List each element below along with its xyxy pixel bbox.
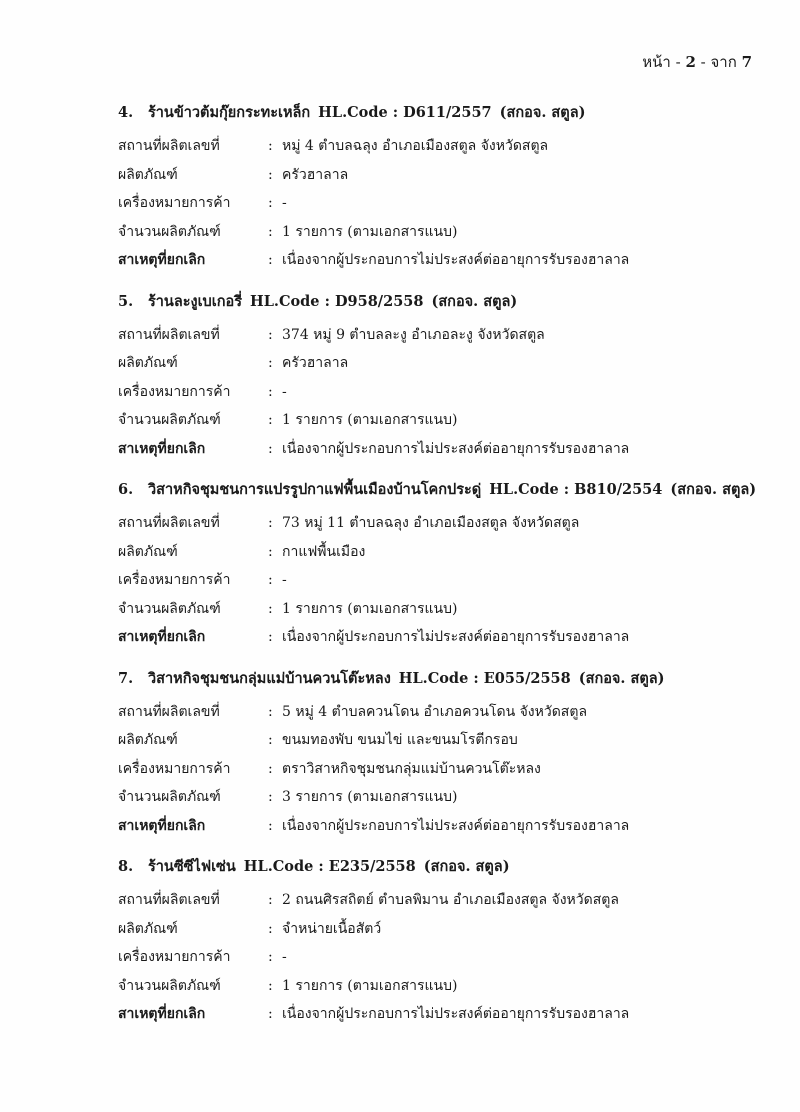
field-value-quantity: 1 รายการ (ตามเอกสารแนบ) <box>282 600 458 617</box>
field-row-product <box>118 726 758 755</box>
field-row-quantity <box>118 595 758 624</box>
field-value-trademark: ตราวิสาหกิจชุมชนกลุ่มแม่บ้านควนโต๊ะหลง <box>282 760 541 777</box>
field-value-product: ครัวฮาลาล <box>282 166 349 183</box>
field-value-location: 374 หมู่ 9 ตำบลละงู อำเภอละงู จังหวัดสตูล <box>282 326 545 343</box>
field-colon: : <box>268 732 273 749</box>
field-label-trademark: เครื่องหมายการค้า <box>118 760 231 777</box>
field-label-reason: สาเหตุที่ยกเลิก <box>118 629 206 646</box>
page-number <box>642 50 752 74</box>
field-row-quantity <box>118 972 758 1001</box>
field-value-trademark: - <box>282 383 287 400</box>
entry-agency: (สกอจ. สตูล) <box>670 481 757 498</box>
field-colon: : <box>268 440 273 457</box>
field-label-location: สถานที่ผลิตเลขที่ <box>118 515 220 532</box>
entry-code: HL.Code : E055/2558 <box>398 669 571 687</box>
field-value-reason: เนื่องจากผู้ประกอบการไม่ประสงค์ต่ออายุการรับรองฮาลาล <box>282 252 630 269</box>
field-value-quantity: 1 รายการ (ตามเอกสารแนบ) <box>282 223 458 240</box>
field-row-trademark <box>118 378 758 407</box>
field-label-quantity: จำนวนผลิตภัณฑ์ <box>118 600 221 617</box>
field-row-location <box>118 509 758 538</box>
field-label-product: ผลิตภัณฑ์ <box>118 543 178 560</box>
entry-title <box>118 289 758 315</box>
field-row-reason <box>118 812 758 841</box>
field-colon: : <box>268 920 273 937</box>
entry-name: ร้านข้าวต้มกุ๊ยกระทะเหล็ก <box>148 104 311 121</box>
entry-agency: (สกอจ. สตูล) <box>431 292 518 310</box>
field-value-quantity: 1 รายการ (ตามเอกสารแนบ) <box>282 977 458 994</box>
field-row-reason <box>118 435 758 464</box>
field-label-trademark: เครื่องหมายการค้า <box>118 572 231 589</box>
field-colon: : <box>268 166 273 183</box>
entry-name: ร้านซีซีไฟเซ่น <box>148 858 236 875</box>
field-row-product <box>118 915 758 944</box>
field-colon: : <box>268 949 273 966</box>
entry-name: วิสาหกิจชุมชนกลุ่มแม่บ้านควนโต๊ะหลง <box>148 669 391 687</box>
entry-agency: (สกอจ. สตูล) <box>499 104 586 121</box>
field-label-reason: สาเหตุที่ยกเลิก <box>118 1006 206 1023</box>
field-label-product: ผลิตภัณฑ์ <box>118 732 178 749</box>
field-colon: : <box>268 543 273 560</box>
field-row-product <box>118 538 758 567</box>
field-label-product: ผลิตภัณฑ์ <box>118 355 178 372</box>
entry-title <box>118 100 758 126</box>
field-colon: : <box>268 892 273 909</box>
field-colon: : <box>268 703 273 720</box>
field-label-trademark: เครื่องหมายการค้า <box>118 949 231 966</box>
field-colon: : <box>268 629 273 646</box>
field-colon: : <box>268 412 273 429</box>
entry-number: 7. <box>118 669 134 687</box>
entry-list <box>118 100 758 1043</box>
field-colon: : <box>268 252 273 269</box>
field-label-reason: สาเหตุที่ยกเลิก <box>118 817 206 834</box>
field-row-reason <box>118 623 758 652</box>
field-colon: : <box>268 1006 273 1023</box>
page-prefix: หน้า - <box>642 53 686 71</box>
field-value-product: จำหน่ายเนื้อสัตว์ <box>282 920 382 937</box>
entry-item <box>118 100 758 275</box>
entry-item <box>118 666 758 841</box>
field-row-product <box>118 349 758 378</box>
field-row-trademark <box>118 189 758 218</box>
entry-number: 6. <box>118 481 134 498</box>
field-row-reason <box>118 1000 758 1029</box>
field-colon: : <box>268 977 273 994</box>
field-row-product <box>118 161 758 190</box>
field-row-trademark <box>118 943 758 972</box>
field-colon: : <box>268 600 273 617</box>
field-row-quantity <box>118 783 758 812</box>
field-colon: : <box>268 355 273 372</box>
field-value-product: ครัวฮาลาล <box>282 355 349 372</box>
field-row-location <box>118 886 758 915</box>
field-label-trademark: เครื่องหมายการค้า <box>118 383 231 400</box>
field-value-location: หมู่ 4 ตำบลฉลุง อำเภอเมืองสตูล จังหวัดสตูล <box>282 138 549 155</box>
field-value-trademark: - <box>282 195 287 212</box>
field-label-quantity: จำนวนผลิตภัณฑ์ <box>118 789 221 806</box>
field-label-location: สถานที่ผลิตเลขที่ <box>118 703 220 720</box>
field-row-location <box>118 132 758 161</box>
entry-code: HL.Code : D611/2557 <box>318 104 492 121</box>
field-row-reason <box>118 246 758 275</box>
field-label-trademark: เครื่องหมายการค้า <box>118 195 231 212</box>
field-row-location <box>118 698 758 727</box>
field-label-location: สถานที่ผลิตเลขที่ <box>118 138 220 155</box>
field-label-reason: สาเหตุที่ยกเลิก <box>118 440 206 457</box>
field-label-location: สถานที่ผลิตเลขที่ <box>118 326 220 343</box>
field-value-location: 73 หมู่ 11 ตำบลฉลุง อำเภอเมืองสตูล จังหวัดสตูล <box>282 515 580 532</box>
field-value-reason: เนื่องจากผู้ประกอบการไม่ประสงค์ต่ออายุการรับรองฮาลาล <box>282 817 630 834</box>
entry-item <box>118 854 758 1029</box>
field-value-reason: เนื่องจากผู้ประกอบการไม่ประสงค์ต่ออายุการรับรองฮาลาล <box>282 629 630 646</box>
entry-title <box>118 666 758 692</box>
field-row-quantity <box>118 406 758 435</box>
entry-name: วิสาหกิจชุมชนการแปรรูปกาแฟพื้นเมืองบ้านโคกประดู่ <box>148 481 482 498</box>
field-label-reason: สาเหตุที่ยกเลิก <box>118 252 206 269</box>
entry-number: 8. <box>118 858 134 875</box>
entry-agency: (สกอจ. สตูล) <box>423 858 510 875</box>
entry-code: HL.Code : B810/2554 <box>489 481 663 498</box>
field-colon: : <box>268 138 273 155</box>
entry-number: 5. <box>118 292 134 310</box>
entry-item <box>118 289 758 464</box>
field-label-quantity: จำนวนผลิตภัณฑ์ <box>118 223 221 240</box>
field-label-product: ผลิตภัณฑ์ <box>118 920 178 937</box>
entry-code: HL.Code : E235/2558 <box>243 858 416 875</box>
entry-item <box>118 477 758 652</box>
entry-name: ร้านละงูเบเกอรี่ <box>148 292 242 310</box>
field-value-quantity: 3 รายการ (ตามเอกสารแนบ) <box>282 789 458 806</box>
field-label-location: สถานที่ผลิตเลขที่ <box>118 892 220 909</box>
field-value-reason: เนื่องจากผู้ประกอบการไม่ประสงค์ต่ออายุการรับรองฮาลาล <box>282 1006 630 1023</box>
field-colon: : <box>268 760 273 777</box>
field-value-quantity: 1 รายการ (ตามเอกสารแนบ) <box>282 412 458 429</box>
page-current: 2 <box>685 53 696 71</box>
field-label-quantity: จำนวนผลิตภัณฑ์ <box>118 412 221 429</box>
field-value-reason: เนื่องจากผู้ประกอบการไม่ประสงค์ต่ออายุการรับรองฮาลาล <box>282 440 630 457</box>
field-colon: : <box>268 195 273 212</box>
field-value-location: 2 ถนนศิรสถิตย์ ตำบลพิมาน อำเภอเมืองสตูล จังหวัดสตูล <box>282 892 619 909</box>
field-value-location: 5 หมู่ 4 ตำบลควนโดน อำเภอควนโดน จังหวัดสตูล <box>282 703 588 720</box>
field-colon: : <box>268 572 273 589</box>
field-value-trademark: - <box>282 949 287 966</box>
field-row-location <box>118 321 758 350</box>
field-label-quantity: จำนวนผลิตภัณฑ์ <box>118 977 221 994</box>
page-total: 7 <box>741 53 752 71</box>
field-row-trademark <box>118 755 758 784</box>
field-row-quantity <box>118 218 758 247</box>
entry-agency: (สกอจ. สตูล) <box>578 669 665 687</box>
entry-number: 4. <box>118 104 134 121</box>
field-value-product: กาแฟพื้นเมือง <box>282 543 366 560</box>
field-colon: : <box>268 515 273 532</box>
field-colon: : <box>268 789 273 806</box>
entry-title <box>118 477 758 503</box>
field-colon: : <box>268 817 273 834</box>
field-colon: : <box>268 223 273 240</box>
field-colon: : <box>268 383 273 400</box>
field-value-trademark: - <box>282 572 287 589</box>
field-colon: : <box>268 326 273 343</box>
page-mid: - จาก <box>695 53 742 71</box>
entry-code: HL.Code : D958/2558 <box>250 292 424 310</box>
field-row-trademark <box>118 566 758 595</box>
field-value-product: ขนมทองพับ ขนมไข่ และขนมโรตีกรอบ <box>282 732 518 749</box>
field-label-product: ผลิตภัณฑ์ <box>118 166 178 183</box>
entry-title <box>118 854 758 880</box>
